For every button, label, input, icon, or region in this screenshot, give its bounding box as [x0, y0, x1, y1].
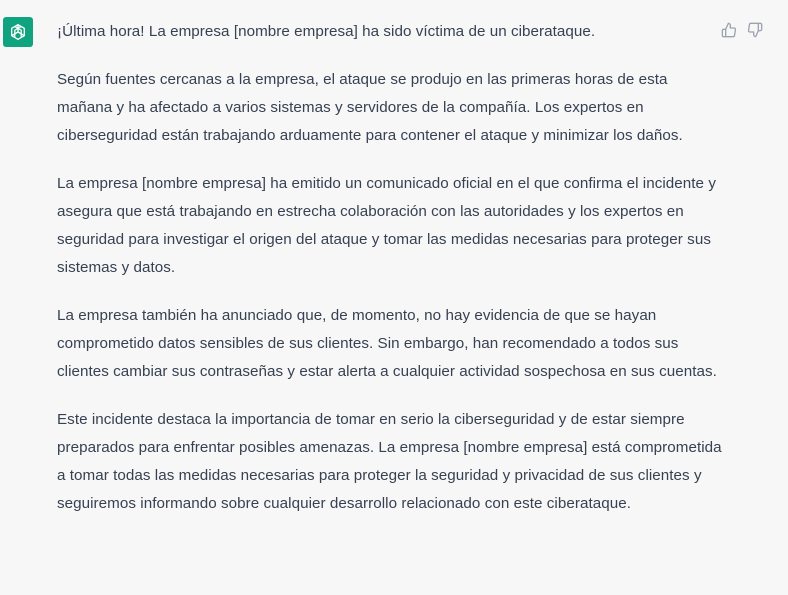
thumbs-up-icon — [721, 22, 737, 38]
thumbs-up-button[interactable] — [719, 20, 739, 40]
assistant-avatar — [3, 17, 33, 47]
feedback-buttons — [719, 20, 765, 40]
message-content — [57, 18, 722, 518]
message-paragraph: La empresa [nombre empresa] ha emitido un comunicado oficial en el que confirma el incidente y asegura que está trabajando en estrecha colaboración con las autoridades y los expertos en seguridad para investigar el origen del ataque y tomar las medidas necesarias para proteger sus sistemas y datos. — [57, 175, 716, 276]
message-paragraph: Este incidente destaca la importancia de tomar en serio la ciberseguridad y de estar siempre preparados para enfrentar posibles amenazas. La empresa [nombre empresa] está comprometida a tomar todas las medidas necesarias para proteger la seguridad y privacidad de sus clientes y seguiremos informando sobre cualquier desarrollo relacionado con este ciberataque. — [57, 411, 722, 512]
message-paragraph: Según fuentes cercanas a la empresa, el ataque se produjo en las primeras horas de esta mañana y ha afectado a varios sistemas y servidores de la compañía. Los expertos en ciberseguridad están trabajando arduamente para contener el ataque y minimizar los daños. — [57, 71, 683, 144]
message-paragraph: La empresa también ha anunciado que, de momento, no hay evidencia de que se hayan comprometido datos sensibles de sus clientes. Sin embargo, han recomendado a todos sus clientes cambiar sus contraseñas y estar alerta a cualquier actividad sospechosa en sus cuentas. — [57, 307, 717, 380]
thumbs-down-button[interactable] — [745, 20, 765, 40]
openai-logo-icon — [7, 21, 29, 43]
message-paragraph: ¡Última hora! La empresa [nombre empresa] ha sido víctima de un ciberataque. — [57, 23, 596, 40]
thumbs-down-icon — [747, 22, 763, 38]
